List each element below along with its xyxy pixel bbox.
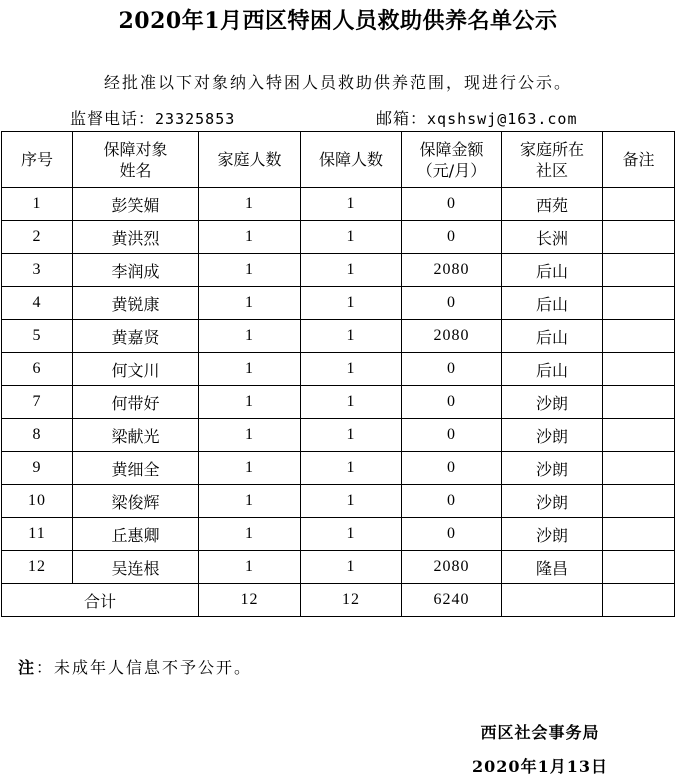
cell-remarks xyxy=(603,188,675,221)
total-community xyxy=(502,584,603,617)
page-title: 2020年1月西区特困人员救助供养名单公示 xyxy=(118,8,558,34)
cell-seq: 5 xyxy=(2,320,73,353)
cell-covered: 1 xyxy=(301,287,402,320)
cell-amount: 0 xyxy=(402,419,502,452)
supervision-phone xyxy=(70,106,235,129)
cell-seq: 4 xyxy=(2,287,73,320)
cell-community: 隆昌 xyxy=(502,551,603,584)
cell-community: 后山 xyxy=(502,287,603,320)
cell-remarks xyxy=(603,320,675,353)
cell-seq: 11 xyxy=(2,518,73,551)
header-name xyxy=(73,132,199,188)
cell-name: 何文川 xyxy=(73,353,199,386)
cell-remarks xyxy=(603,221,675,254)
cell-covered: 1 xyxy=(301,386,402,419)
table-row xyxy=(2,254,675,287)
total-amount: 6240 xyxy=(402,584,502,617)
cell-community: 沙朗 xyxy=(502,386,603,419)
cell-amount: 0 xyxy=(402,221,502,254)
cell-seq: 9 xyxy=(2,452,73,485)
header-name-line1: 保障对象 xyxy=(103,139,168,159)
footnote-text: ：未成年人信息不予公开。 xyxy=(36,658,253,677)
cell-household: 1 xyxy=(199,551,301,584)
cell-name: 吴连根 xyxy=(73,551,199,584)
cell-amount: 2080 xyxy=(402,254,502,287)
cell-amount: 2080 xyxy=(402,320,502,353)
cell-remarks xyxy=(603,518,675,551)
footnote xyxy=(18,655,252,678)
cell-community: 沙朗 xyxy=(502,485,603,518)
cell-amount: 0 xyxy=(402,518,502,551)
cell-covered: 1 xyxy=(301,551,402,584)
cell-amount: 0 xyxy=(402,452,502,485)
header-amount xyxy=(402,132,502,188)
email-address: xqshswj@163.com xyxy=(427,110,578,128)
intro-text: 经批准以下对象纳入特困人员救助供养范围，现进行公示。 xyxy=(103,73,572,92)
issue-date: 2020年1月13日 xyxy=(472,757,608,776)
table-row xyxy=(2,353,675,386)
cell-amount: 0 xyxy=(402,287,502,320)
table-row xyxy=(2,518,675,551)
table-row xyxy=(2,188,675,221)
cell-community: 后山 xyxy=(502,254,603,287)
table-row xyxy=(2,287,675,320)
cell-household: 1 xyxy=(199,254,301,287)
cell-community: 沙朗 xyxy=(502,419,603,452)
cell-household: 1 xyxy=(199,419,301,452)
cell-name: 彭笑媚 xyxy=(73,188,199,221)
cell-amount: 0 xyxy=(402,353,502,386)
total-household: 12 xyxy=(199,584,301,617)
table-row xyxy=(2,419,675,452)
cell-name: 黄锐康 xyxy=(73,287,199,320)
phone-number: 23325853 xyxy=(155,110,236,128)
cell-seq: 12 xyxy=(2,551,73,584)
cell-covered: 1 xyxy=(301,320,402,353)
recipient-table xyxy=(1,131,675,617)
total-remarks xyxy=(603,584,675,617)
cell-seq: 10 xyxy=(2,485,73,518)
cell-name: 何带好 xyxy=(73,386,199,419)
cell-remarks xyxy=(603,485,675,518)
table-row xyxy=(2,551,675,584)
phone-label: 监督电话： xyxy=(70,109,156,128)
header-amount-line2: （元/月） xyxy=(416,160,487,180)
cell-covered: 1 xyxy=(301,419,402,452)
cell-seq: 6 xyxy=(2,353,73,386)
cell-household: 1 xyxy=(199,518,301,551)
cell-covered: 1 xyxy=(301,221,402,254)
issuing-organization: 西区社会事务局 xyxy=(480,723,600,742)
cell-household: 1 xyxy=(199,353,301,386)
header-name-line2: 姓名 xyxy=(119,160,152,180)
table-row xyxy=(2,320,675,353)
cell-amount: 0 xyxy=(402,485,502,518)
cell-household: 1 xyxy=(199,287,301,320)
cell-household: 1 xyxy=(199,188,301,221)
table-row xyxy=(2,485,675,518)
supervision-email xyxy=(376,106,577,129)
footnote-label: 注 xyxy=(18,658,37,677)
header-community-line2: 社区 xyxy=(535,160,568,180)
cell-seq: 3 xyxy=(2,254,73,287)
table-row xyxy=(2,386,675,419)
cell-community: 后山 xyxy=(502,320,603,353)
cell-community: 后山 xyxy=(502,353,603,386)
cell-remarks xyxy=(603,419,675,452)
cell-remarks xyxy=(603,386,675,419)
header-covered: 保障人数 xyxy=(301,132,402,188)
cell-remarks xyxy=(603,551,675,584)
cell-covered: 1 xyxy=(301,188,402,221)
cell-community: 沙朗 xyxy=(502,518,603,551)
header-community-line1: 家庭所在 xyxy=(519,139,584,159)
cell-remarks xyxy=(603,254,675,287)
cell-amount: 2080 xyxy=(402,551,502,584)
header-seq: 序号 xyxy=(2,132,73,188)
header-remarks: 备注 xyxy=(603,132,675,188)
cell-household: 1 xyxy=(199,221,301,254)
cell-community: 沙朗 xyxy=(502,452,603,485)
cell-remarks xyxy=(603,353,675,386)
cell-seq: 7 xyxy=(2,386,73,419)
table-header-row xyxy=(2,132,675,188)
cell-name: 黄嘉贤 xyxy=(73,320,199,353)
cell-household: 1 xyxy=(199,386,301,419)
cell-covered: 1 xyxy=(301,485,402,518)
cell-name: 黄细全 xyxy=(73,452,199,485)
cell-covered: 1 xyxy=(301,254,402,287)
table-row xyxy=(2,452,675,485)
cell-community: 长洲 xyxy=(502,221,603,254)
total-covered: 12 xyxy=(301,584,402,617)
total-label: 合计 xyxy=(2,584,199,617)
table-row xyxy=(2,221,675,254)
cell-household: 1 xyxy=(199,320,301,353)
header-community xyxy=(502,132,603,188)
cell-remarks xyxy=(603,452,675,485)
cell-name: 丘惠卿 xyxy=(73,518,199,551)
cell-name: 梁献光 xyxy=(73,419,199,452)
cell-household: 1 xyxy=(199,452,301,485)
header-amount-line1: 保障金额 xyxy=(419,139,484,159)
cell-remarks xyxy=(603,287,675,320)
cell-name: 梁俊辉 xyxy=(73,485,199,518)
cell-seq: 1 xyxy=(2,188,73,221)
cell-amount: 0 xyxy=(402,188,502,221)
cell-name: 李润成 xyxy=(73,254,199,287)
cell-seq: 2 xyxy=(2,221,73,254)
cell-seq: 8 xyxy=(2,419,73,452)
cell-covered: 1 xyxy=(301,452,402,485)
total-row xyxy=(2,584,675,617)
cell-covered: 1 xyxy=(301,518,402,551)
cell-community: 西苑 xyxy=(502,188,603,221)
cell-name: 黄洪烈 xyxy=(73,221,199,254)
cell-household: 1 xyxy=(199,485,301,518)
cell-covered: 1 xyxy=(301,353,402,386)
cell-amount: 0 xyxy=(402,386,502,419)
header-household: 家庭人数 xyxy=(199,132,301,188)
email-label: 邮箱： xyxy=(376,109,428,128)
